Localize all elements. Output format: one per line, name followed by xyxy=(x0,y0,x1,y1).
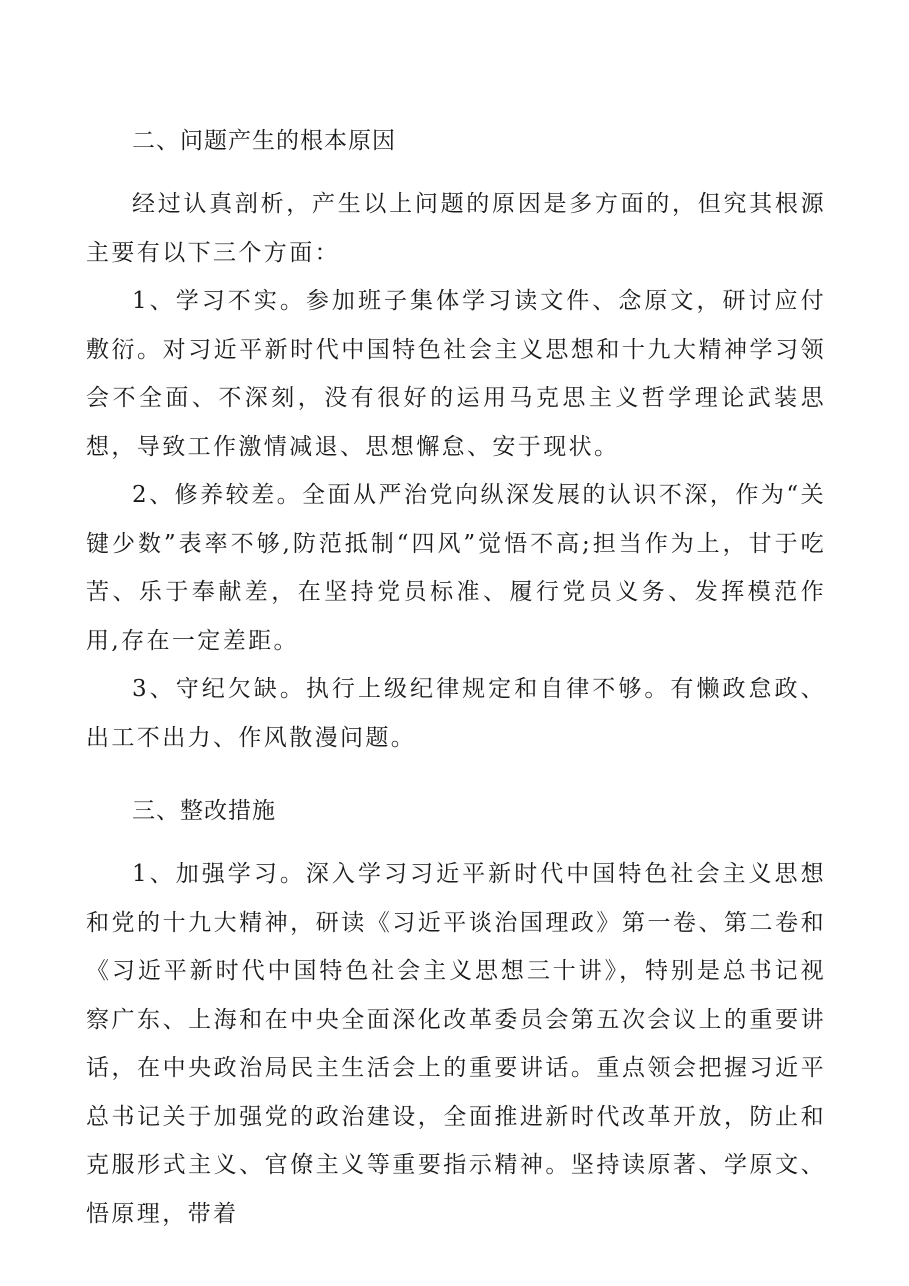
section-heading-causes: 二、问题产生的根本原因 xyxy=(132,128,396,154)
paragraph-cause-1: 1、学习不实。参加班子集体学习读文件、念原文，研讨应付敷衍。对习近平新时代中国特色社会主义思想和十九大精神学习领会不全面、不深刻，没有很好的运用马克思主义哲学理论武装思想，导致工作激情减退、思想懈怠、安于现状。 xyxy=(86,288,826,460)
section-heading-measures: 三、整改措施 xyxy=(132,798,276,824)
document-body xyxy=(86,118,826,1238)
paragraph-causes-intro: 经过认真剖析，产生以上问题的原因是多方面的，但究其根源主要有以下三个方面： xyxy=(86,191,826,266)
paragraph-cause-2: 2、修养较差。全面从严治党向纵深发展的认识不深，作为“关键少数”表率不够,防范抵制“四风”觉悟不高;担当作为上，甘于吃苦、乐于奉献差，在坚持党员标准、履行党员义务、发挥模范作用,存在一定差距。 xyxy=(86,482,826,654)
paragraph-cause-3: 3、守纪欠缺。执行上级纪律规定和自律不够。有懒政怠政、出工不出力、作风散漫问题。 xyxy=(86,676,826,751)
paragraph-measure-1: 1、加强学习。深入学习习近平新时代中国特色社会主义思想和党的十九大精神，研读《习近平谈治国理政》第一卷、第二卷和《习近平新时代中国特色社会主义思想三十讲》，特别是总书记视察广东、上海和在中央全面深化改革委员会第五次会议上的重要讲话，在中央政治局民主生活会上的重要讲话。重点领会把握习近平总书记关于加强党的政治建设，全面推进新时代改革开放，防止和克服形式主义、官僚主义等重要指示精神。坚持读原著、学原文、悟原理，带着 xyxy=(86,861,826,1227)
